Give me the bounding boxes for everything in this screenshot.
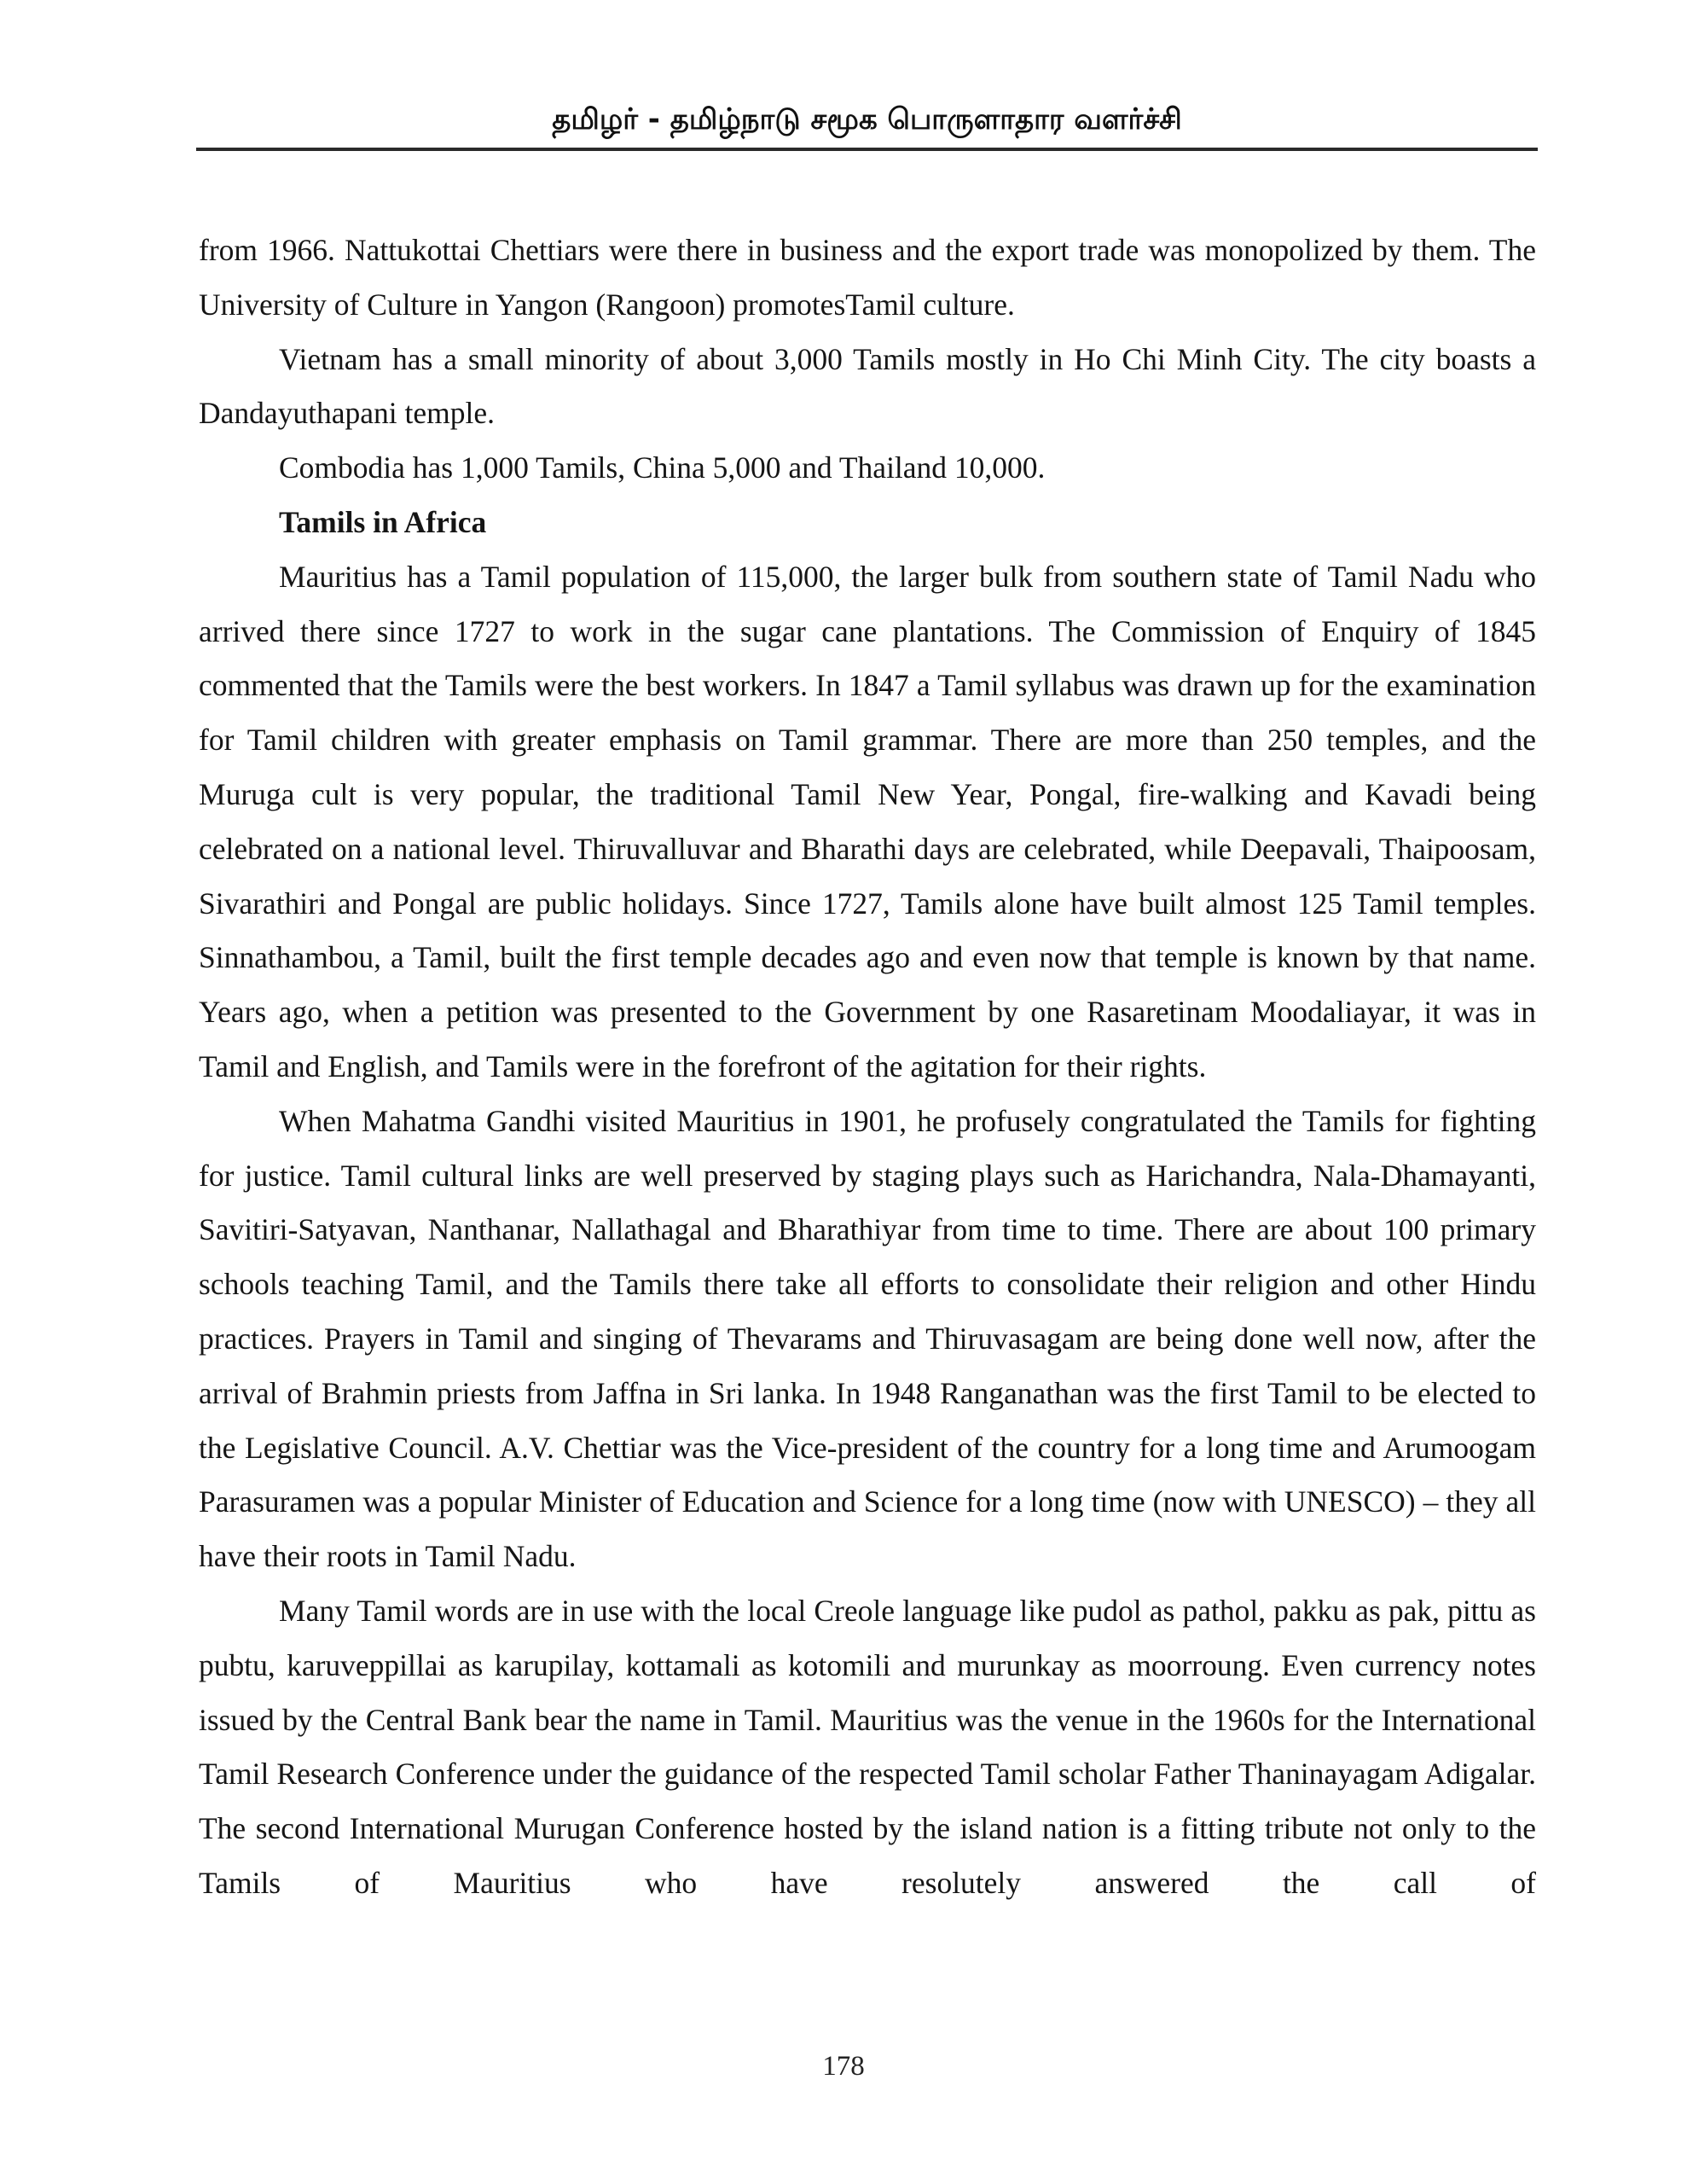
header-divider-rule — [196, 148, 1538, 151]
paragraph-continuation: from 1966. Nattukottai Chettiars were there in business and the export trade was monopolized by them. The University of Culture in Yangon (Rangoon) promotesTamil culture. — [199, 233, 1536, 322]
paragraph-gandhi-visit: When Mahatma Gandhi visited Mauritius in 1901, he profusely congratulated the Tamils for fighting for justice. Tamil cultural links are well preserved by staging plays such as Harichandra, Nala-Dhamayanti, Savitiri-Satyavan, Nanthanar, Nallathagal and Bharathiyar from time to time. There are about 100 primary schools teaching Tamil, and the Tamils there take all efforts to consolidate their religion and other Hindu practices. Prayers in Tamil and singing of Thevarams and Thiruvasagam are being done well now, after the arrival of Brahmin priests from Jaffna in Sri lanka. In 1948 Ranganathan was the first Tamil to be elected to the Legislative Council. A.V. Chettiar was the Vice-president of the country for a long time and Arumoogam Parasuramen was a popular Minister of Education and Science for a long time (now with UNESCO) – they all have their roots in Tamil Nadu. — [199, 1103, 1536, 1574]
paragraph-mauritius-population: Mauritius has a Tamil population of 115,000, the larger bulk from southern state of Tamil Nadu who arrived there since 1727 to work in the sugar cane plantations. The Commission of Enquiry of 1845 commented that the Tamils were the best workers. In 1847 a Tamil syllabus was drawn up for the examination for Tamil children with greater emphasis on Tamil grammar. There are more than 250 temples, and the Muruga cult is very popular, the traditional Tamil New Year, Pongal, fire-walking and Kavadi being celebrated on a national level. Thiruvalluvar and Bharathi days are celebrated, while Deepavali, Thaipoosam, Sivarathiri and Pongal are public holidays. Since 1727, Tamils alone have built almost 125 Tamil temples. Sinnathambou, a Tamil, built the first temple decades ago and even now that temple is known by that name. Years ago, when a petition was presented to the Government by one Rasaretinam Moodaliayar, it was in Tamil and English, and Tamils were in the forefront of the agitation for their rights. — [199, 559, 1536, 1083]
paragraph-creole-words: Many Tamil words are in use with the local Creole language like pudol as pathol, pakku as pak, pittu as pubtu, karuveppillai as karupilay, kottamali as kotomili and murunkay as moorroung. Even currency notes issued by the Central Bank bear the name in Tamil. Mauritius was the venue in the 1960s for the International Tamil Research Conference under the guidance of the respected Tamil scholar Father Thaninayagam Adigalar. The second International Murugan Conference hosted by the island nation is a fitting tribute not only to the Tamils of Mauritius who have resolutely answered the call of — [199, 1593, 1536, 1900]
running-header-title: தமிழர் - தமிழ்நாடு சமூக பொருளாதார வளர்ச்சி — [552, 102, 1182, 136]
paragraph-cambodia-china-thailand: Combodia has 1,000 Tamils, China 5,000 and Thailand 10,000. — [279, 450, 1046, 485]
page-body — [199, 224, 1536, 1911]
paragraph-vietnam: Vietnam has a small minority of about 3,000 Tamils mostly in Ho Chi Minh City. The city boasts a Dandayuthapani temple. — [199, 341, 1536, 431]
section-heading-tamils-in-africa: Tamils in Africa — [279, 504, 487, 539]
page-number: 178 — [822, 2051, 865, 2082]
